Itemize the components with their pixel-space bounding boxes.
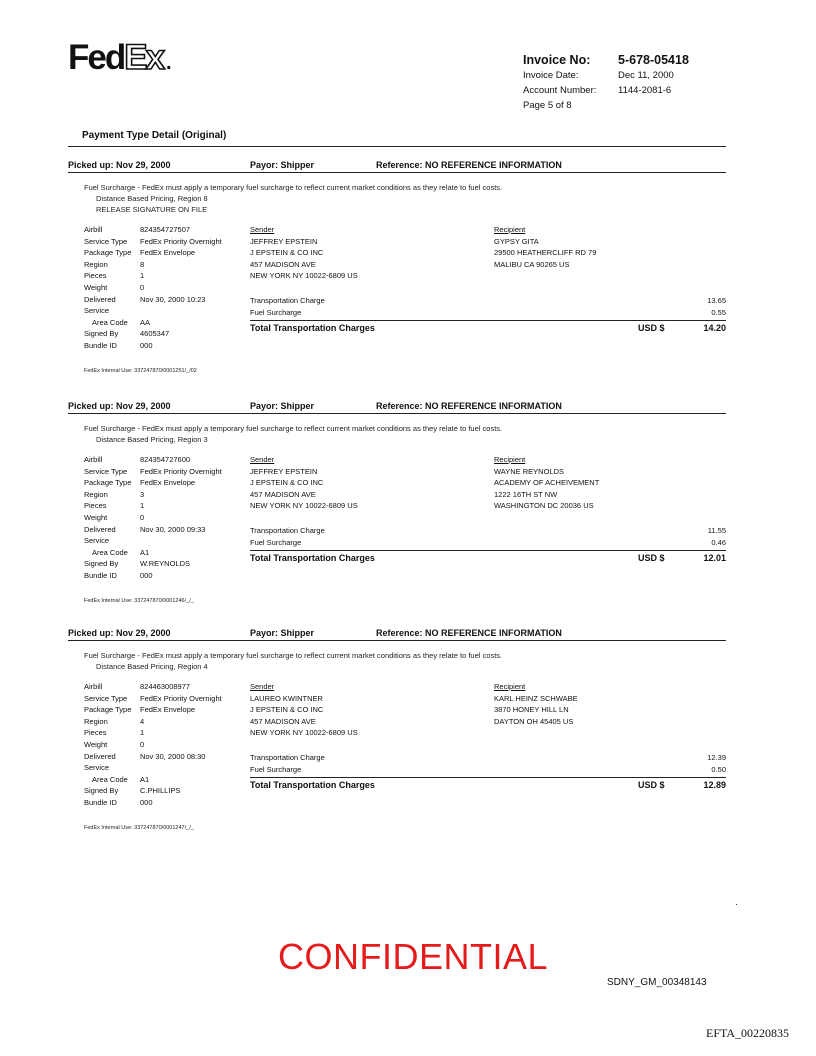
recipient-label: Recipient bbox=[494, 455, 526, 464]
field-label: Signed By bbox=[84, 559, 119, 569]
charge-value: 0.55 bbox=[711, 308, 726, 317]
confidential-stamp: CONFIDENTIAL bbox=[278, 936, 549, 977]
field-value: 1 bbox=[140, 271, 145, 281]
field-value: 0 bbox=[140, 740, 145, 749]
sender-line: JEFFREY EPSTEIN bbox=[250, 466, 318, 476]
header-divider bbox=[68, 640, 726, 641]
charge-label: Transportation Charge bbox=[250, 753, 325, 762]
recipient-block bbox=[494, 224, 596, 270]
field-value: 1 bbox=[140, 501, 145, 511]
field-label: Delivered bbox=[84, 751, 116, 761]
sender-line: 457 MADISON AVE bbox=[250, 489, 316, 499]
sender-label: Sender bbox=[250, 682, 275, 691]
shipment-section bbox=[0, 390, 816, 620]
field-label: Delivered bbox=[84, 294, 116, 304]
account-number-label: Account Number: bbox=[523, 85, 597, 96]
sender-line: J EPSTEIN & CO INC bbox=[250, 705, 324, 715]
field-label: Service Type bbox=[84, 466, 128, 476]
field-value: FedEx Priority Overnight bbox=[140, 466, 222, 476]
field-label: Area Code bbox=[92, 774, 128, 784]
internal-use-code: FedEx Internal Use: 337247870/0001251/_/02 bbox=[84, 367, 197, 374]
total-currency: USD $ bbox=[638, 553, 665, 563]
field-label: Package Type bbox=[84, 705, 132, 715]
page-title: Payment Type Detail (Original) bbox=[82, 130, 227, 141]
total-label: Total Transportation Charges bbox=[250, 780, 375, 790]
recipient-line: WASHINGTON DC 20036 US bbox=[494, 501, 594, 511]
charge-value: 0.46 bbox=[711, 538, 726, 547]
field-label: Pieces bbox=[84, 271, 107, 281]
field-value: 824354727507 bbox=[140, 225, 191, 234]
sender-label: Sender bbox=[250, 455, 275, 464]
shipment-note: Distance Based Pricing, Region 8 bbox=[96, 194, 208, 203]
field-label: Package Type bbox=[84, 478, 132, 488]
sender-line: NEW YORK NY 10022-6809 US bbox=[250, 728, 358, 738]
field-value: C.PHILLIPS bbox=[140, 786, 181, 796]
sender-line: J EPSTEIN & CO INC bbox=[250, 478, 324, 488]
sender-line: 457 MADISON AVE bbox=[250, 259, 316, 269]
field-value: FedEx Envelope bbox=[140, 705, 196, 715]
field-value: Nov 30, 2000 08:30 bbox=[140, 751, 206, 761]
transportation-charge-row bbox=[250, 753, 726, 762]
field-label: Pieces bbox=[84, 501, 107, 511]
sender-block bbox=[250, 454, 358, 512]
recipient-label: Recipient bbox=[494, 682, 526, 691]
field-label: Pieces bbox=[84, 728, 107, 738]
total-row bbox=[250, 780, 726, 790]
invoice-date-value: Dec 11, 2000 bbox=[618, 70, 674, 81]
field-value: 0 bbox=[140, 283, 145, 292]
shipment-note: Distance Based Pricing, Region 3 bbox=[96, 435, 208, 444]
field-label: Service bbox=[84, 763, 110, 773]
reference: Reference: NO REFERENCE INFORMATION bbox=[376, 628, 562, 638]
field-label: Bundle ID bbox=[84, 571, 117, 580]
field-value: FedEx Priority Overnight bbox=[140, 236, 222, 246]
field-value: 000 bbox=[140, 341, 153, 350]
recipient-block bbox=[494, 454, 599, 512]
invoice-no-value: 5-678-05418 bbox=[618, 53, 689, 67]
field-value: 824463008977 bbox=[140, 682, 191, 691]
payor: Payor: Shipper bbox=[250, 160, 315, 170]
sender-line: NEW YORK NY 10022-6809 US bbox=[250, 501, 358, 511]
field-label: Weight bbox=[84, 740, 108, 749]
field-value: FedEx Envelope bbox=[140, 248, 196, 258]
field-value: 824354727600 bbox=[140, 455, 191, 464]
fuel-surcharge-row bbox=[250, 308, 726, 317]
charge-label: Fuel Surcharge bbox=[250, 765, 302, 774]
fuel-surcharge-row bbox=[250, 538, 726, 547]
recipient-line: 29500 HEATHERCLIFF RD 79 bbox=[494, 248, 597, 258]
reference: Reference: NO REFERENCE INFORMATION bbox=[376, 160, 562, 170]
total-row bbox=[250, 323, 726, 333]
field-value: A1 bbox=[140, 547, 150, 557]
field-label: Airbill bbox=[84, 225, 103, 234]
field-label: Package Type bbox=[84, 248, 132, 258]
shipment-section bbox=[0, 149, 816, 379]
charge-label: Fuel Surcharge bbox=[250, 538, 302, 547]
total-divider bbox=[250, 320, 726, 321]
charge-label: Transportation Charge bbox=[250, 296, 325, 305]
sender-block bbox=[250, 681, 358, 739]
total-row bbox=[250, 553, 726, 563]
field-label: Delivered bbox=[84, 524, 116, 534]
recipient-line: 3870 HONEY HILL LN bbox=[494, 705, 569, 715]
field-value: AA bbox=[140, 317, 151, 327]
field-value: 4605347 bbox=[140, 329, 170, 339]
field-value: W.REYNOLDS bbox=[140, 559, 191, 569]
sender-line: NEW YORK NY 10022-6809 US bbox=[250, 271, 358, 281]
field-label: Signed By bbox=[84, 329, 119, 339]
reference: Reference: NO REFERENCE INFORMATION bbox=[376, 401, 562, 411]
page-number: Page 5 of 8 bbox=[523, 100, 572, 111]
total-currency: USD $ bbox=[638, 780, 665, 790]
field-label: Service Type bbox=[84, 693, 128, 703]
shipment-note: Fuel Surcharge - FedEx must apply a temporary fuel surcharge to reflect current market conditions as they relate to fuel costs. bbox=[84, 183, 503, 192]
field-label: Service Type bbox=[84, 236, 128, 246]
field-label: Service bbox=[84, 536, 110, 546]
charge-value: 11.55 bbox=[707, 526, 726, 535]
sender-line: JEFFREY EPSTEIN bbox=[250, 236, 318, 246]
field-value: 3 bbox=[140, 489, 145, 499]
recipient-label: Recipient bbox=[494, 225, 526, 234]
recipient-line: DAYTON OH 45405 US bbox=[494, 716, 574, 726]
invoice-date-label: Invoice Date: bbox=[523, 70, 579, 81]
bates-number-sdny: SDNY_GM_00348143 bbox=[607, 977, 707, 988]
fuel-surcharge-row bbox=[250, 765, 726, 774]
field-label: Region bbox=[84, 716, 108, 726]
charge-label: Transportation Charge bbox=[250, 526, 325, 535]
field-label: Area Code bbox=[92, 547, 128, 557]
field-label: Bundle ID bbox=[84, 798, 117, 807]
recipient-line: WAYNE REYNOLDS bbox=[494, 466, 565, 476]
recipient-line: ACADEMY OF ACHEIVEMENT bbox=[494, 478, 600, 488]
shipment-note: Distance Based Pricing, Region 4 bbox=[96, 662, 208, 671]
sender-line: J EPSTEIN & CO INC bbox=[250, 248, 324, 258]
total-label: Total Transportation Charges bbox=[250, 323, 375, 333]
field-label: Service bbox=[84, 306, 110, 316]
recipient-line: KARL HEINZ SCHWABE bbox=[494, 693, 578, 703]
field-label: Area Code bbox=[92, 317, 128, 327]
charge-label: Fuel Surcharge bbox=[250, 308, 302, 317]
shipment-section bbox=[0, 617, 816, 847]
title-divider bbox=[68, 146, 726, 147]
field-label: Weight bbox=[84, 513, 108, 522]
field-label: Region bbox=[84, 489, 108, 499]
shipment-note: Fuel Surcharge - FedEx must apply a temporary fuel surcharge to reflect current market conditions as they relate to fuel costs. bbox=[84, 651, 503, 660]
total-label: Total Transportation Charges bbox=[250, 553, 375, 563]
field-value: Nov 30, 2000 09:33 bbox=[140, 524, 206, 534]
total-currency: USD $ bbox=[638, 323, 665, 333]
picked-up-date: Picked up: Nov 29, 2000 bbox=[68, 401, 171, 411]
charge-value: 13.65 bbox=[707, 296, 726, 305]
picked-up-date: Picked up: Nov 29, 2000 bbox=[68, 628, 171, 638]
charge-value: 0.50 bbox=[711, 765, 726, 774]
recipient-line: GYPSY GITA bbox=[494, 236, 539, 246]
transportation-charge-row bbox=[250, 296, 726, 305]
field-value: FedEx Priority Overnight bbox=[140, 693, 222, 703]
total-value: 14.20 bbox=[703, 323, 726, 333]
field-value: Nov 30, 2000 10:23 bbox=[140, 294, 206, 304]
field-label: Bundle ID bbox=[84, 341, 117, 350]
invoice-no-label: Invoice No: bbox=[523, 53, 591, 67]
field-value: 8 bbox=[140, 259, 145, 269]
payor: Payor: Shipper bbox=[250, 401, 315, 411]
picked-up-date: Picked up: Nov 29, 2000 bbox=[68, 160, 171, 170]
header-divider bbox=[68, 172, 726, 173]
recipient-line: MALIBU CA 90265 US bbox=[494, 259, 570, 269]
field-value: 1 bbox=[140, 728, 145, 738]
stray-dot: . bbox=[735, 897, 738, 908]
fedex-logo: FedEx . bbox=[68, 38, 170, 77]
field-label: Airbill bbox=[84, 455, 103, 464]
invoice-info bbox=[523, 52, 689, 113]
field-value: 000 bbox=[140, 571, 153, 580]
recipient-block bbox=[494, 681, 578, 727]
field-value: 000 bbox=[140, 798, 153, 807]
field-value: 0 bbox=[140, 513, 145, 522]
header-divider bbox=[68, 413, 726, 414]
field-label: Airbill bbox=[84, 682, 103, 691]
field-value: FedEx Envelope bbox=[140, 478, 196, 488]
shipment-note: RELEASE SIGNATURE ON FILE bbox=[96, 205, 208, 214]
shipment-note: Fuel Surcharge - FedEx must apply a temporary fuel surcharge to reflect current market conditions as they relate to fuel costs. bbox=[84, 424, 503, 433]
field-value: A1 bbox=[140, 774, 150, 784]
internal-use-code: FedEx Internal Use: 337247870/0001247/_/_ bbox=[84, 824, 194, 831]
recipient-line: 1222 16TH ST NW bbox=[494, 489, 558, 499]
sender-label: Sender bbox=[250, 225, 275, 234]
account-number-value: 1144-2081-6 bbox=[618, 85, 672, 96]
field-label: Signed By bbox=[84, 786, 119, 796]
sender-line: 457 MADISON AVE bbox=[250, 716, 316, 726]
transportation-charge-row bbox=[250, 526, 726, 535]
total-divider bbox=[250, 550, 726, 551]
internal-use-code: FedEx Internal Use: 337247870/0001246/_/_ bbox=[84, 597, 194, 604]
payor: Payor: Shipper bbox=[250, 628, 315, 638]
sender-block bbox=[250, 224, 358, 282]
total-divider bbox=[250, 777, 726, 778]
sender-line: LAUREO KWINTNER bbox=[250, 693, 323, 703]
charge-value: 12.39 bbox=[707, 753, 726, 762]
field-label: Region bbox=[84, 259, 108, 269]
bates-number-efta: EFTA_00220835 bbox=[706, 1026, 790, 1040]
total-value: 12.89 bbox=[703, 780, 726, 790]
field-value: 4 bbox=[140, 716, 145, 726]
total-value: 12.01 bbox=[703, 553, 726, 563]
field-label: Weight bbox=[84, 283, 108, 292]
